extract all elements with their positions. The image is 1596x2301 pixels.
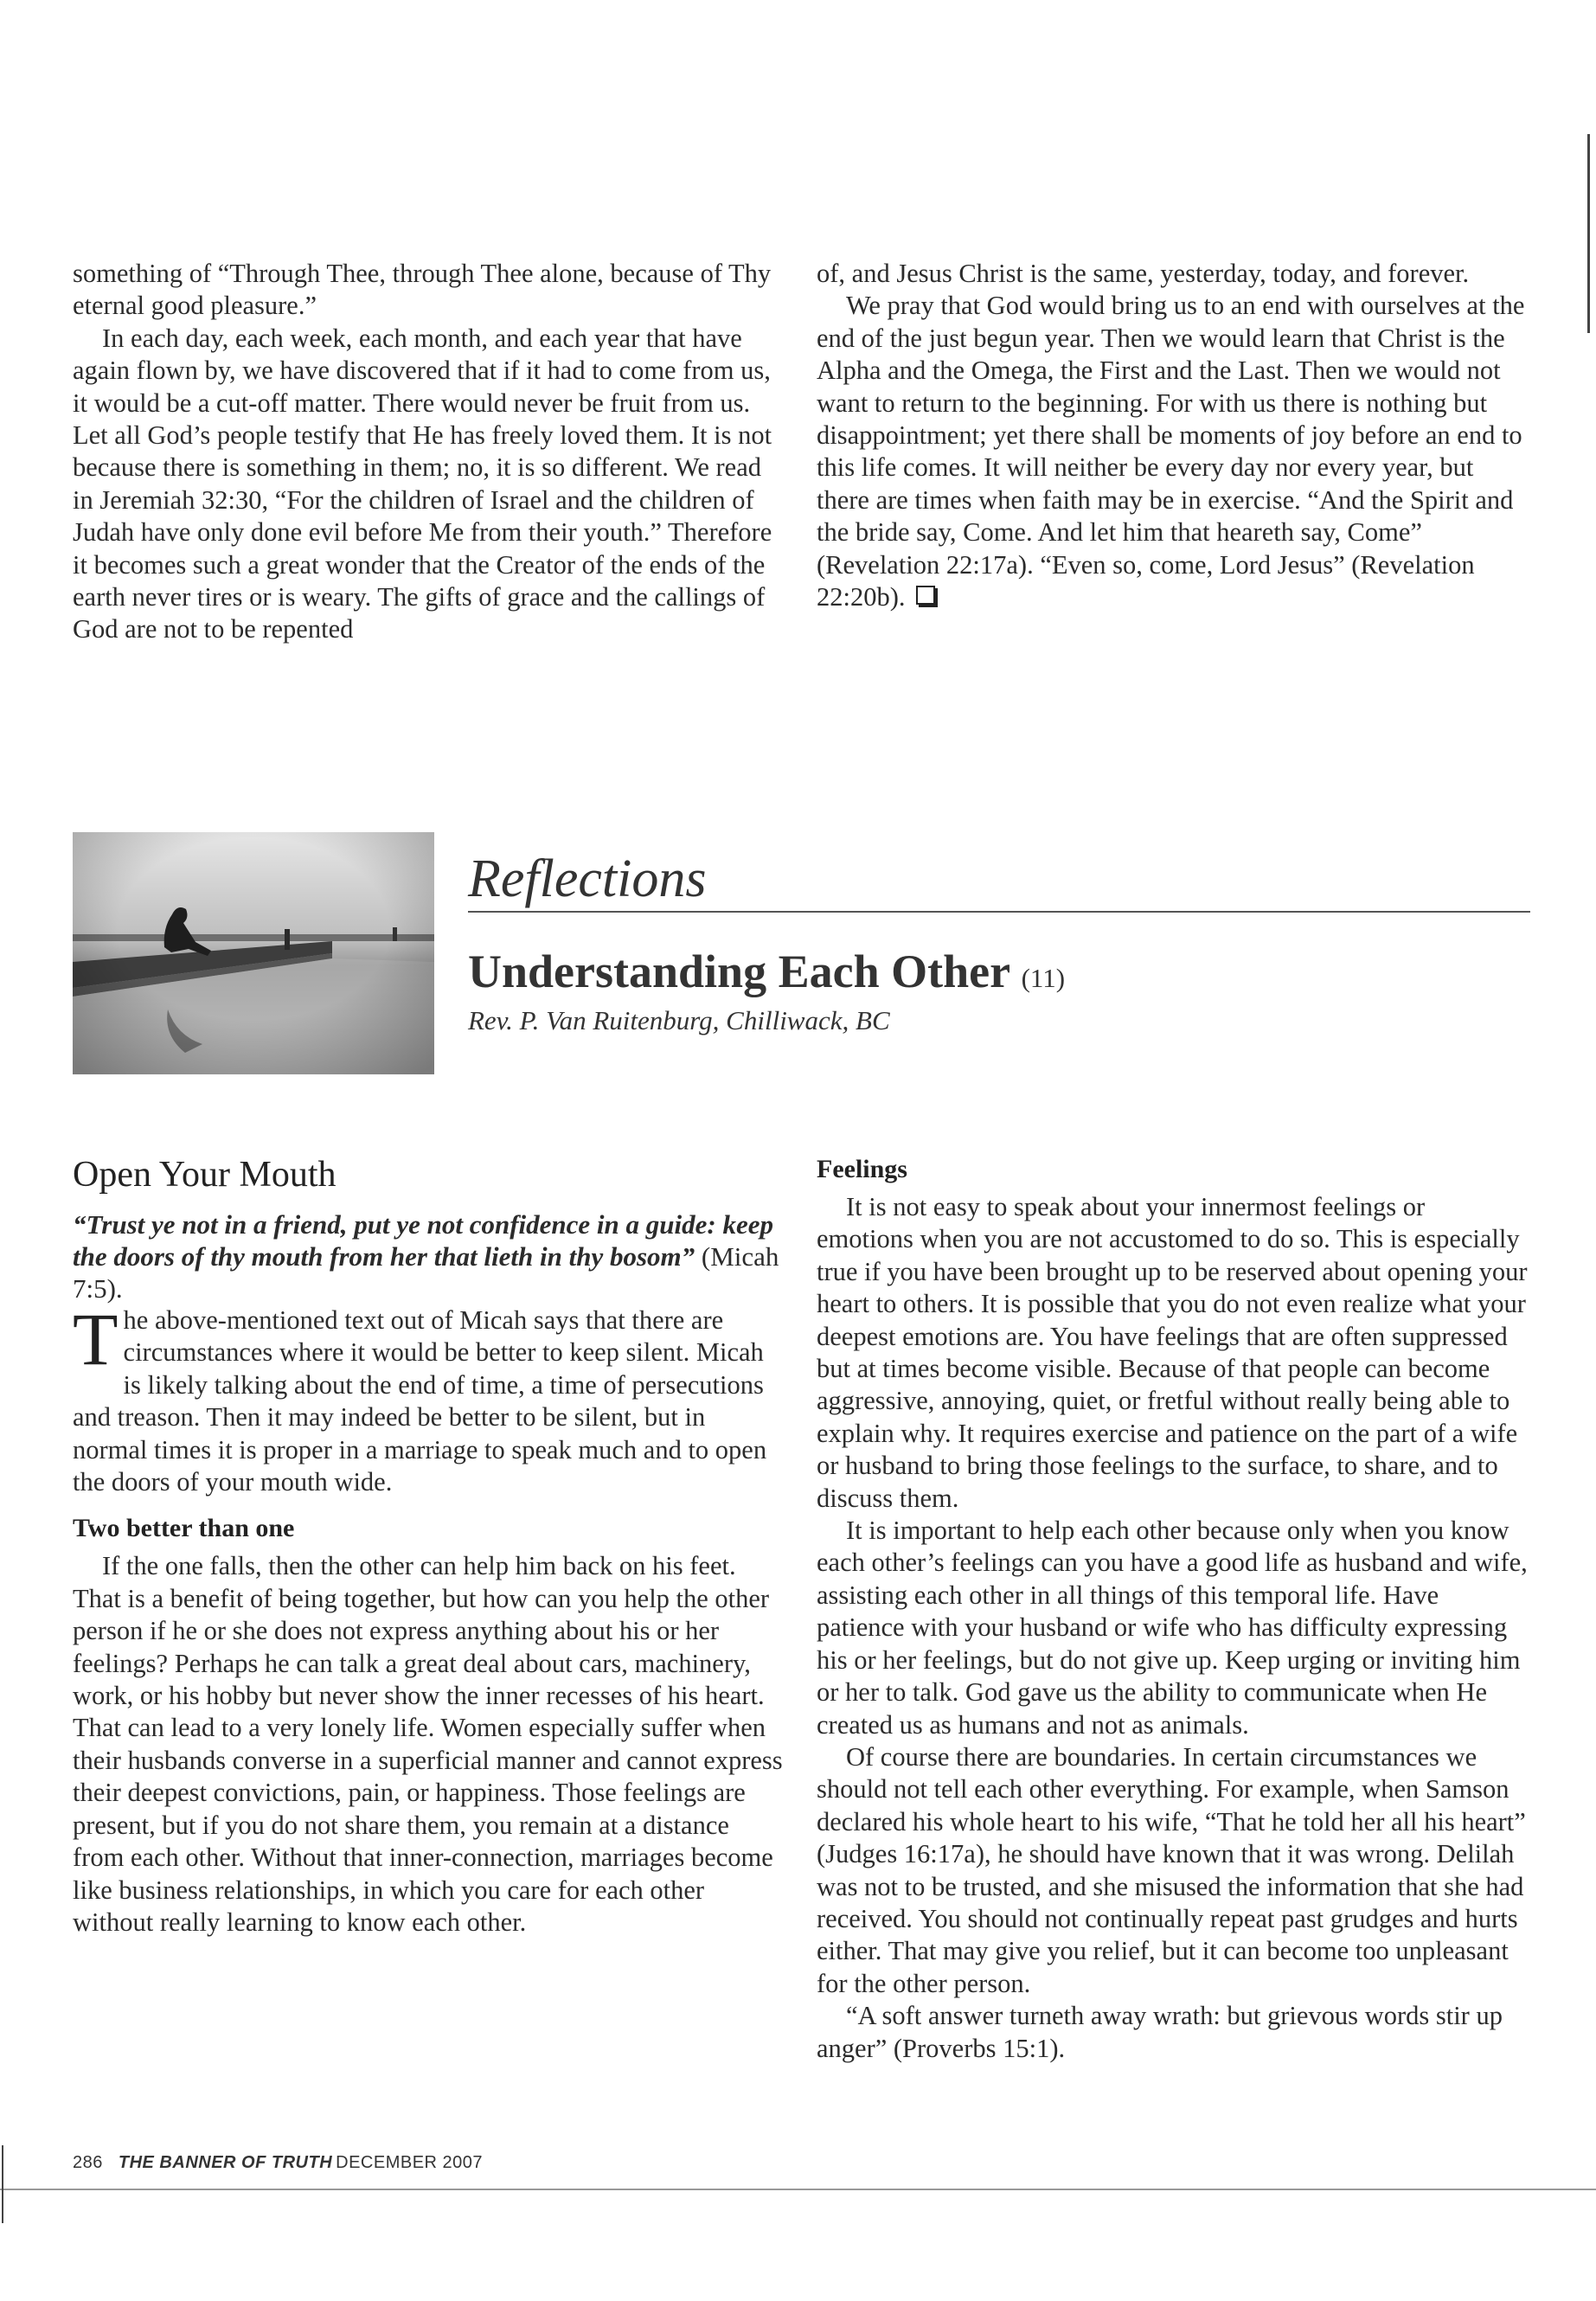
bottom-left-column [73, 1153, 784, 1939]
paragraph-text: We pray that God would bring us to an end with ourselves at the end of the just begun year. Then we would learn that Christ is the Alpha and the Omega, the First and the Last. Then we would not want to return to the beginning. For with us there is nothing but disappointment; yet there shall be moments of joy before an end to this life comes. It will neither be every day nor every year, but there are times when faith may be in exercise. “And the Spirit and the bride say, Come. And let him that heareth say, Come” (Revelation 22:17a). “Even so, come, Lord Jesus” (Revelation 22:20b). [817, 291, 1525, 612]
author-byline: Rev. P. Van Ruitenburg, Chilliwack, BC [468, 1005, 890, 1035]
paragraph: of, and Jesus Christ is the same, yesterday, today, and forever. [817, 259, 1470, 288]
scan-edge-mark [2, 2145, 3, 2223]
page-footer [73, 2153, 483, 2173]
section-title: Reflections [468, 852, 1530, 913]
paragraph: In each day, each week, each month, and each year that have again flown by, we have discovered that if it had to come from us, it would be a cut-off matter. There would never be fruit from us. Let all God’s people testify that He has freely loved them. It is not because there is something in them; no, it is so different. We read in Jeremiah 32:30, “For the children of Israel and the children of Judah have only done evil before Me from their youth.” Therefore it becomes such a great wonder that the Creator of the ends of the earth never tires or is weary. The gifts of grace and the callings of God are not to be repented [73, 323, 772, 644]
subheading: Two better than one [73, 1514, 295, 1543]
paragraph: something of “Through Thee, through Thee alone, because of Thy eternal good pleasure.” [73, 259, 772, 321]
scan-edge-mark [1587, 134, 1590, 333]
paragraph [817, 290, 1528, 613]
bottom-right-column [817, 1153, 1528, 2065]
quote-reference: (Micah 7:5). [73, 1241, 779, 1304]
section-heading: Open Your Mouth [73, 1155, 337, 1195]
issue-date: DECEMBER 2007 [336, 2153, 484, 2172]
paragraph: It is not easy to speak about your innermost feelings or emotions when you are not accustomed to do so. This is especially true if you have been brought up to be reserved about opening your heart to others. It is possible that you do not even realize what your deepest emotions are. You have feelings that are often suppressed but at times become visible. Because of that people can become aggressive, annoying, quiet, or fretful without really being able to explain why. It requires exercise and patience on the part of a wife or husband to bring those feelings to the surface, to share, and to discuss them. [817, 1192, 1528, 1513]
page-edge-line [0, 2189, 1596, 2190]
magazine-name: THE BANNER OF TRUTH [118, 2153, 333, 2172]
quote-text: “Trust ye not in a friend, put ye not confidence in a guide: keep the doors of thy mouth from her that lieth in thy bosom” [73, 1209, 773, 1272]
article-title-text: Understanding Each Other [468, 945, 1010, 997]
subheading: Feelings [817, 1155, 907, 1183]
scripture-quote [73, 1208, 784, 1304]
paragraph: If the one falls, then the other can help him back on his feet. That is a benefit of being together, but how can you help the other person if he or she does not express anything about his or her feelings? Perhaps he can talk a great deal about cars, machinery, work, or his hobby but never show the inner recesses of his heart. That can lead to a very lonely life. Women especially suffer when their husbands converse in a superficial manner and cannot express their deepest convictions, pain, or happiness. Those feelings are present, but if you do not share them, you remain at a distance from each other. Without that inner-connection, marriages become like business relationships, in which you care for each other without really learning to know each other. [73, 1551, 783, 1937]
intro-text: he above-mentioned text out of Micah says that there are circumstances where it would be better to keep silent. Micah is likely talking about the end of time, a time of persecutions and treason. Then it may indeed be better to be silent, but in normal times it is proper in a marriage to speak much and to open the doors of your mouth wide. [73, 1305, 767, 1497]
paragraph: “A soft answer turneth away wrath: but grievous words stir up anger” (Proverbs 15:1). [817, 2001, 1503, 2063]
article-title [468, 945, 1065, 1004]
drop-cap: T [73, 1298, 119, 1381]
paragraph: Of course there are boundaries. In certain circumstances we should not tell each other everything. For example, when Samson declared his whole heart to his wife, “That he told her all his heart” (Judges 16:17a), he should have known that it was wrong. Delilah was not to be trusted, and she misused the information that she had received. You should not continually repeat past grudges and hurts either. That may give you relief, but it can become too unpleasant for the other person. [817, 1741, 1526, 1998]
end-of-article-icon [916, 586, 935, 605]
article-number: (11) [1021, 963, 1066, 993]
header-photo [73, 832, 434, 1074]
intro-paragraph [73, 1298, 784, 1498]
top-right-column [817, 258, 1528, 613]
page-number: 286 [73, 2153, 103, 2172]
paragraph: It is important to help each other because only when you know each other’s feelings can you have a good life as husband and wife, assisting each other in all things of this temporal life. Have patience with your husband or wife who has difficulty expressing his or her feelings, but do not give up. Keep urging or inviting him or her to talk. God gave us the ability to communicate when He created us as humans and not as animals. [817, 1516, 1528, 1740]
top-left-column [73, 258, 784, 646]
man-sitting-on-pier-image [73, 832, 434, 1074]
